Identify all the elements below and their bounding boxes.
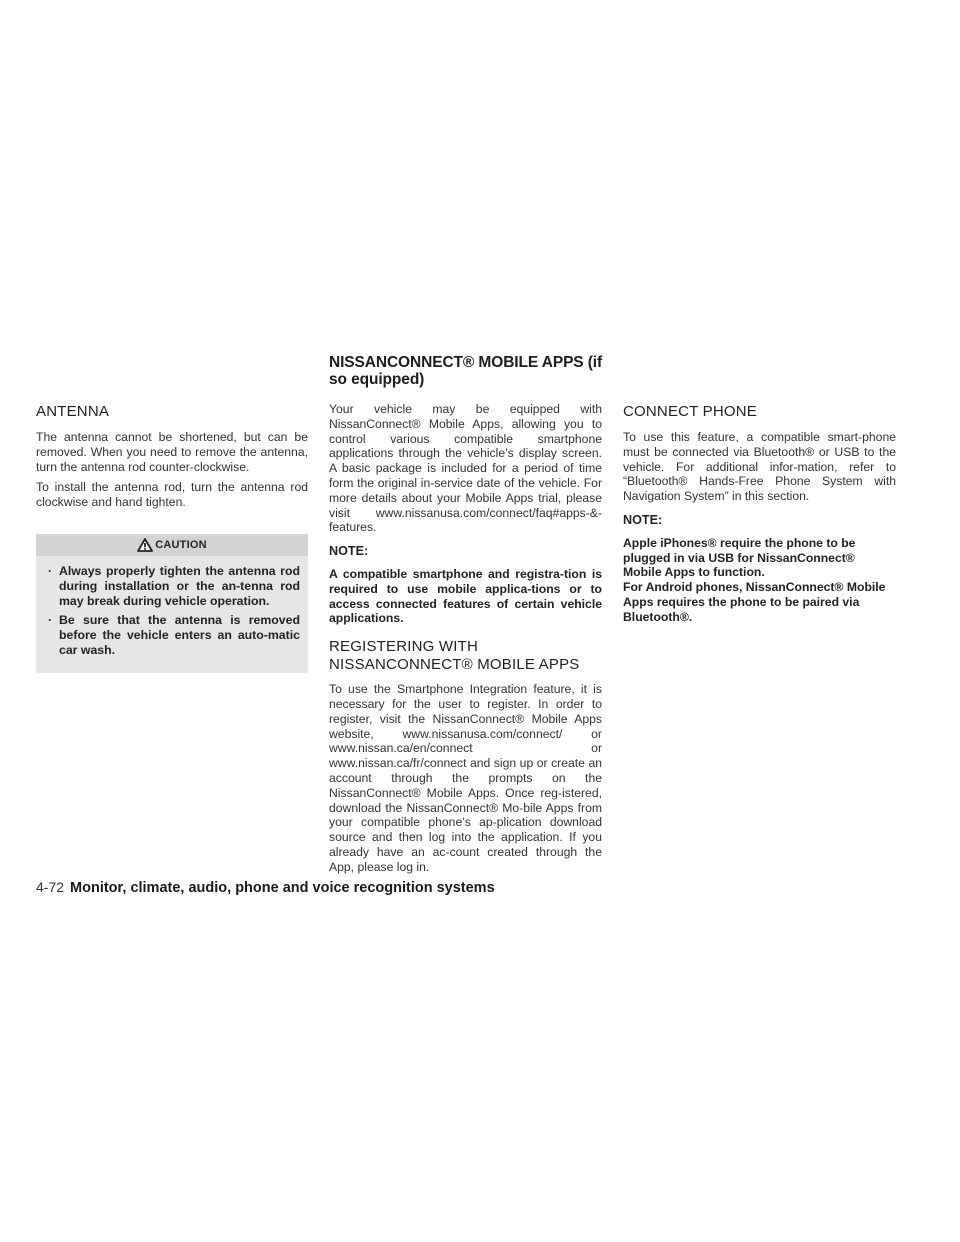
section-title: NISSANCONNECT® MOBILE APPS (if so equipped): [329, 354, 603, 388]
column-antenna: [36, 403, 308, 510]
registering-heading: REGISTERING WITH NISSANCONNECT® MOBILE APPS: [329, 638, 580, 674]
connect-phone-body: To use this feature, a compatible smart-phone must be connected via Bluetooth® or USB to the vehicle. For additional infor-mation, refer to “Bluetooth® Hands-Free Phone System with Navigation System” in this section.: [623, 430, 896, 504]
antenna-paragraph-2: To install the antenna rod, turn the antenna rod clockwise and hand tighten.: [36, 480, 308, 510]
note-text-iphone: Apple iPhones® require the phone to be plugged in via USB for NissanConnect® Mobile Apps to function.: [623, 535, 856, 580]
page-footer: [36, 879, 495, 896]
caution-item-text: Be sure that the antenna is removed before the vehicle enters an auto-matic car wash.: [59, 613, 300, 657]
column-mobile-apps: [329, 402, 602, 875]
note-label: NOTE:: [329, 544, 369, 559]
antenna-paragraph-1: The antenna cannot be shortened, but can be removed. When you need to remove the antenna, turn the antenna rod counter-clockwise.: [36, 430, 308, 474]
note-text-android: For Android phones, NissanConnect® Mobile Apps requires the phone to be paired via Bluetooth®.: [623, 580, 886, 624]
warning-triangle-icon: [137, 538, 153, 552]
caution-list: [36, 556, 308, 658]
registering-body: To use the Smartphone Integration feature, it is necessary for the user to register. In order to register, visit the NissanConnect® Mobile Apps website, www.nissanusa.com/connect/ or www.nissan.ca/en/connect or www.nissan.ca/fr/connect and sign up or create an account through the prompts on the NissanConnect® Mobile Apps. Once reg-istered, download the NissanConnect® Mo-bile Apps from your compatible phone’s ap-plication download source and then log into the application. If you already have an ac-count created through the App, please log in.: [329, 682, 602, 874]
chapter-title: Monitor, climate, audio, phone and voice recognition systems: [70, 880, 495, 896]
connect-phone-heading: CONNECT PHONE: [623, 403, 758, 420]
caution-header: [36, 534, 308, 556]
caution-item-text: Always properly tighten the antenna rod during installation or the an-tenna rod may break during vehicle operation.: [59, 564, 300, 608]
caution-label: CAUTION: [155, 539, 207, 551]
mobile-apps-intro: Your vehicle may be equipped with NissanConnect® Mobile Apps, allowing you to control various compatible smartphone applications through the vehicle’s display screen. A basic package is included for a period of time form the original in-service date of the vehicle. For more details about your Mobile Apps trial, please visit www.nissanusa.com/connect/faq#apps-&-features.: [329, 402, 602, 535]
page-number: 4-72: [36, 879, 65, 895]
column-connect-phone: [623, 403, 896, 625]
caution-item: · Be sure that the antenna is removed before the vehicle enters an auto-matic car wash.: [48, 613, 300, 657]
note-label: NOTE:: [623, 512, 663, 527]
caution-box: [36, 534, 308, 673]
antenna-heading: ANTENNA: [36, 403, 110, 420]
note-text: A compatible smartphone and registra-tion is required to use mobile applica-tions or to access connected features of certain vehicle applications.: [329, 566, 602, 626]
caution-item: · Always properly tighten the antenna rod during installation or the an-tenna rod may break during vehicle operation.: [48, 564, 300, 608]
